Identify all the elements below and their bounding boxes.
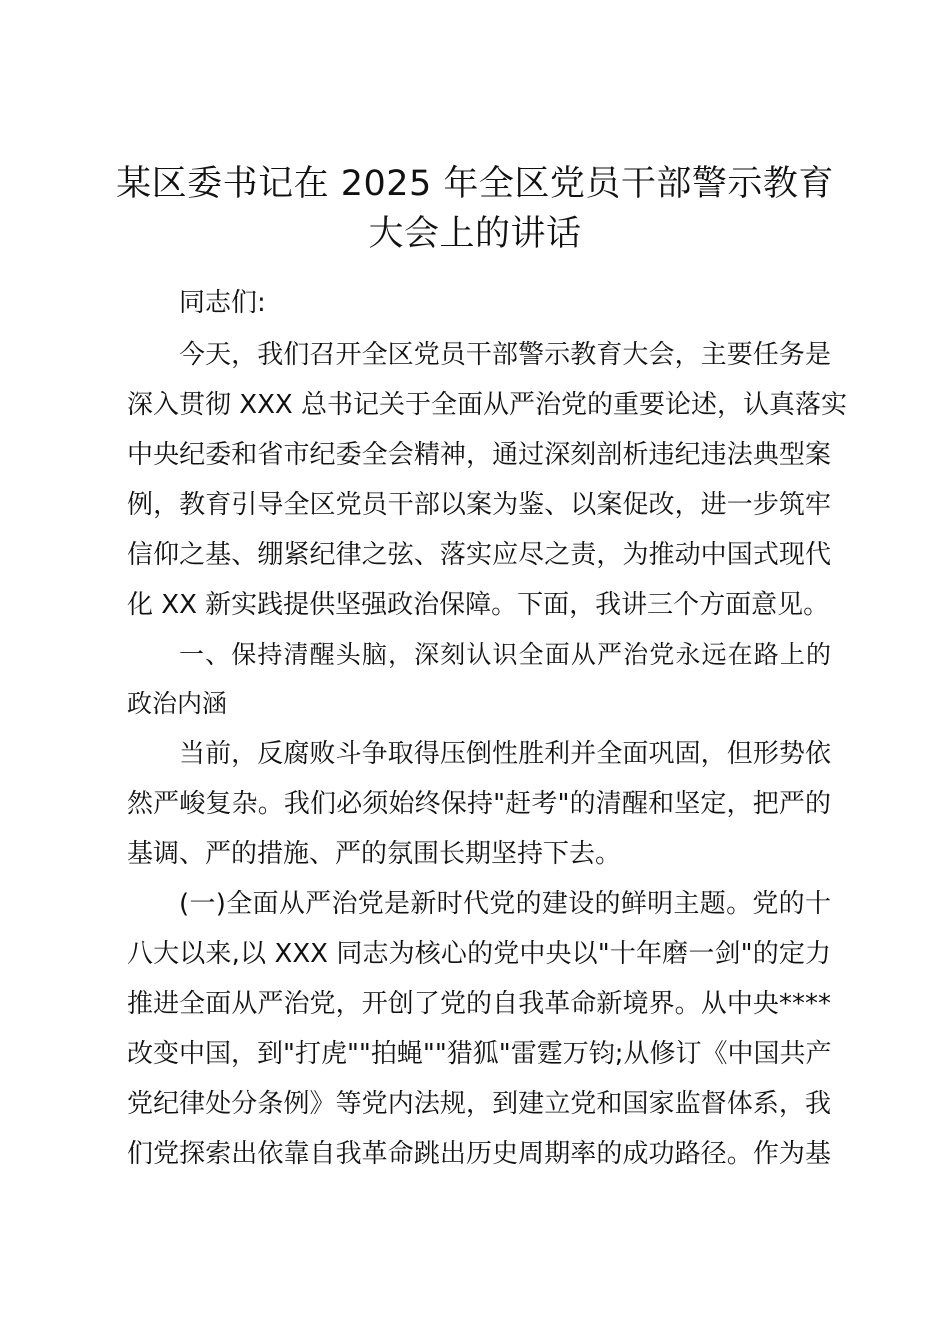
- paragraph-1-line-3: 中央纪委和省市纪委全会精神，通过深刻剖析违纪违法典型案: [127, 440, 831, 470]
- document-title-line-2: 大会上的讲话: [368, 214, 582, 254]
- paragraph-3-line-5: 党纪律处分条例》等党内法规，到建立党和国家监督体系，我: [127, 1089, 831, 1119]
- paragraph-2-line-1: 当前，反腐败斗争取得压倒性胜利并全面巩固，但形势依: [179, 739, 831, 769]
- paragraph-1-line-4: 例，教育引导全区党员干部以案为鉴、以案促改，进一步筑牢: [127, 490, 831, 520]
- paragraph-2-line-2: 然严峻复杂。我们必须始终保持"赶考"的清醒和坚定，把严的: [127, 789, 831, 819]
- paragraph-3-line-3: 推进全面从严治党，开创了党的自我革命新境界。从中央****: [127, 989, 831, 1019]
- paragraph-3-line-1: (一)全面从严治党是新时代党的建设的鲜明主题。党的十: [179, 889, 831, 919]
- paragraph-1-line-6: 化 XX 新实践提供坚强政治保障。下面，我讲三个方面意见。: [127, 590, 830, 620]
- paragraph-3-line-4: 改变中国，到"打虎""拍蝇""猎狐"雷霆万钧;从修订《中国共产: [127, 1039, 832, 1069]
- paragraph-3-line-2: 八大以来,以 XXX 同志为核心的党中央以"十年磨一剑"的定力: [127, 939, 831, 969]
- paragraph-3-line-6: 们党探索出依靠自我革命跳出历史周期率的成功路径。作为基: [127, 1139, 831, 1169]
- section-heading-1-line-2: 政治内涵: [127, 689, 228, 718]
- salutation: 同志们:: [179, 288, 266, 318]
- paragraph-2-line-3: 基调、严的措施、严的氛围长期坚持下去。: [127, 839, 622, 869]
- paragraph-1-line-1: 今天，我们召开全区党员干部警示教育大会，主要任务是: [179, 340, 831, 370]
- document-title-line-1: 某区委书记在 2025 年全区党员干部警示教育: [116, 164, 834, 204]
- section-heading-1-line-1: 一、保持清醒头脑，深刻认识全面从严治党永远在路上的: [179, 640, 831, 669]
- paragraph-1-line-5: 信仰之基、绷紧纪律之弦、落实应尽之责，为推动中国式现代: [127, 540, 831, 570]
- paragraph-1-line-2: 深入贯彻 XXX 总书记关于全面从严治党的重要论述，认真落实: [127, 390, 847, 420]
